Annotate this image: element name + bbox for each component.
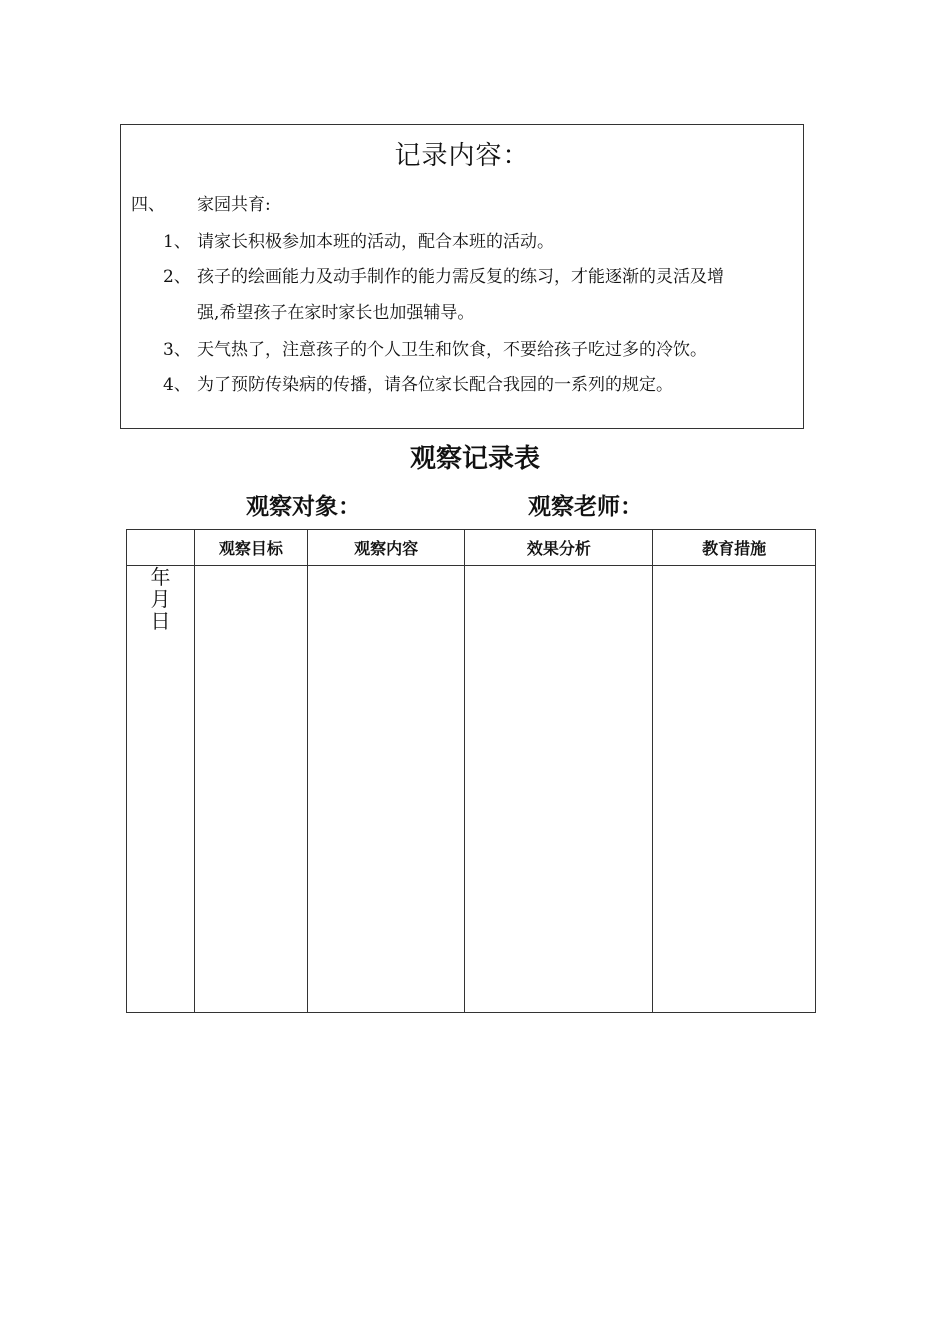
record-title: 记录内容： bbox=[394, 141, 530, 171]
column-header-measures: 教育措施 bbox=[653, 530, 816, 566]
month-char: 月 bbox=[150, 587, 171, 611]
subject-label: 观察对象： bbox=[246, 494, 361, 520]
day-char: 日 bbox=[150, 609, 171, 633]
record-content-box bbox=[120, 124, 804, 429]
column-header-analysis: 效果分析 bbox=[465, 530, 653, 566]
list-item-continuation: 强,希望孩子在家时家长也加强辅导。 bbox=[197, 303, 475, 323]
sheet-title: 观察记录表 bbox=[409, 444, 540, 474]
list-item-number: 1、 bbox=[163, 232, 191, 252]
list-item-number: 3、 bbox=[163, 340, 191, 360]
table-row bbox=[127, 566, 816, 1013]
section-title: 家园共育: bbox=[197, 195, 271, 215]
list-item-text: 孩子的绘画能力及动手制作的能力需反复的练习，才能逐渐的灵活及增 bbox=[197, 267, 724, 287]
list-item-number: 2、 bbox=[163, 267, 191, 287]
teacher-label: 观察老师： bbox=[528, 494, 643, 520]
column-header-content: 观察内容 bbox=[307, 530, 465, 566]
table-header-row bbox=[127, 530, 816, 566]
list-item-number: 4、 bbox=[163, 375, 191, 395]
content-cell[interactable] bbox=[307, 566, 465, 1013]
observation-table bbox=[126, 529, 816, 1013]
goal-cell[interactable] bbox=[194, 566, 307, 1013]
list-item-text: 请家长积极参加本班的活动，配合本班的活动。 bbox=[197, 232, 554, 252]
list-item-text: 天气热了，注意孩子的个人卫生和饮食，不要给孩子吃过多的冷饮。 bbox=[197, 340, 707, 360]
measures-cell[interactable] bbox=[653, 566, 816, 1013]
year-char: 年 bbox=[150, 565, 171, 589]
analysis-cell[interactable] bbox=[465, 566, 653, 1013]
list-item-text: 为了预防传染病的传播，请各位家长配合我园的一系列的规定。 bbox=[197, 375, 673, 395]
column-header-date bbox=[127, 530, 195, 566]
section-number: 四、 bbox=[131, 195, 165, 215]
column-header-goal: 观察目标 bbox=[194, 530, 307, 566]
date-cell bbox=[127, 566, 195, 1013]
